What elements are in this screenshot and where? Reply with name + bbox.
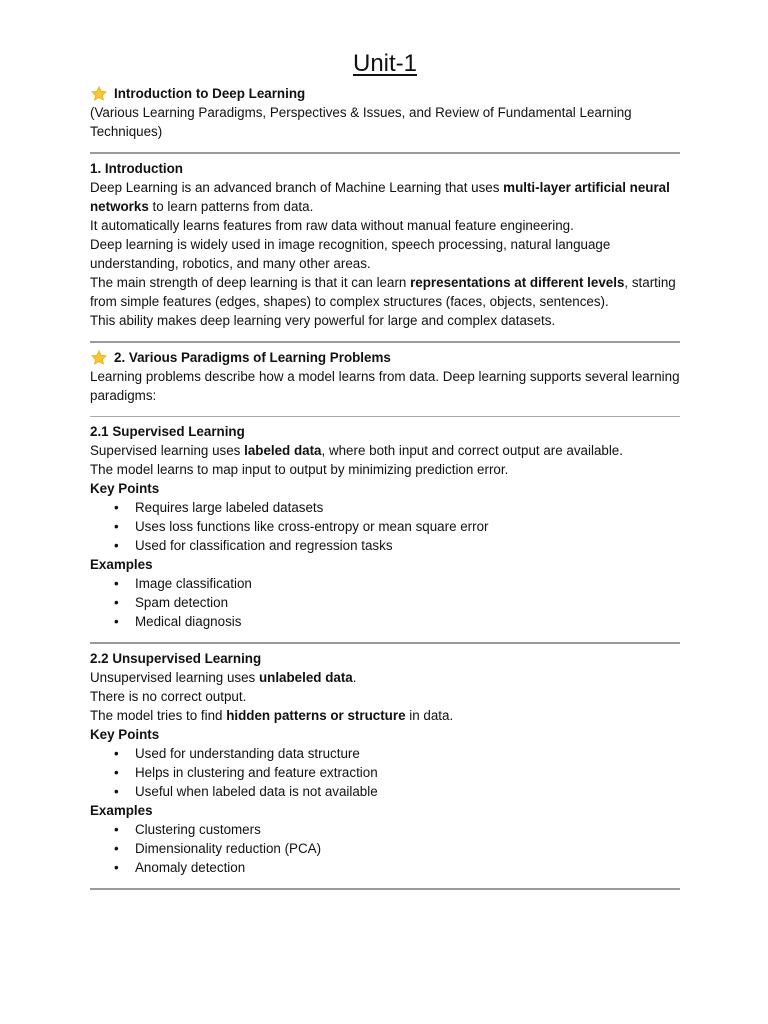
page-title: Unit-1 <box>352 50 418 77</box>
text-span: to learn patterns from data. <box>148 199 314 214</box>
list-item: • Useful when labeled data is not available <box>135 782 680 801</box>
list-item: • Dimensionality reduction (PCA) <box>135 839 680 858</box>
section-1-paragraph-2: It automatically learns features from raw data without manual feature engineering. <box>90 218 574 233</box>
list-item: • Image classification <box>135 574 680 593</box>
examples-list <box>90 574 680 631</box>
bold-text: unlabeled data <box>258 670 353 685</box>
key-points-list <box>90 744 680 801</box>
bold-text: hidden patterns or structure <box>226 708 406 723</box>
star-icon <box>90 85 108 103</box>
list-item: • Clustering customers <box>135 820 680 839</box>
section-1-paragraph-1 <box>90 178 680 216</box>
list-item: • Used for understanding data structure <box>135 744 680 763</box>
key-points-list <box>90 498 680 555</box>
text-span: The main strength of deep learning is that it can learn <box>90 275 411 290</box>
bold-text: multi-layer artificial neural networks <box>90 180 670 214</box>
text-span: , where both input and correct output are available. <box>321 443 623 458</box>
divider <box>90 888 680 890</box>
section-2-2-paragraph-1 <box>90 668 680 687</box>
list-item: • Used for classification and regression tasks <box>135 536 680 555</box>
section-2-heading-text: 2. Various Paradigms of Learning Problems <box>114 350 391 365</box>
section-1-paragraph-3: Deep learning is widely used in image recognition, speech processing, natural language understanding, robotics, and many other areas. <box>90 237 611 271</box>
section-2-1-heading: 2.1 Supervised Learning <box>90 424 245 439</box>
list-item: • Anomaly detection <box>135 858 680 877</box>
text-span: Supervised learning uses <box>90 443 245 458</box>
list-item: • Helps in clustering and feature extraction <box>135 763 680 782</box>
text-span: Unsupervised learning uses <box>90 670 259 685</box>
key-points-label: Key Points <box>90 481 160 496</box>
text-span: . <box>352 670 357 685</box>
section-2-heading <box>90 348 680 367</box>
list-item: • Medical diagnosis <box>135 612 680 631</box>
section-1-paragraph-5: This ability makes deep learning very powerful for large and complex datasets. <box>90 313 556 328</box>
key-points-label: Key Points <box>90 727 160 742</box>
section-1-paragraph-4 <box>90 273 680 311</box>
section-2-1-paragraph-2: The model learns to map input to output by minimizing prediction error. <box>90 462 509 477</box>
section-2-2-paragraph-2: There is no correct output. <box>90 689 247 704</box>
intro-heading-text: Introduction to Deep Learning <box>114 86 306 101</box>
list-item: • Requires large labeled datasets <box>135 498 680 517</box>
section-2-2-heading: 2.2 Unsupervised Learning <box>90 651 262 666</box>
examples-label: Examples <box>90 557 153 572</box>
section-2-1-paragraph-1 <box>90 441 680 460</box>
star-icon <box>90 349 108 367</box>
bold-text: labeled data <box>244 443 322 458</box>
section-2-paragraph-1: Learning problems describe how a model learns from data. Deep learning supports several learning paradigms: <box>90 369 680 403</box>
intro-subtitle: (Various Learning Paradigms, Perspectives & Issues, and Review of Fundamental Learning Techniques) <box>90 105 632 139</box>
text-span: , starting from simple features (edges, shapes) to complex structures (faces, objects, sentences). <box>90 275 676 309</box>
text-span: Deep Learning is an advanced branch of Machine Learning that uses <box>90 180 504 195</box>
divider <box>90 642 680 644</box>
list-item: • Spam detection <box>135 593 680 612</box>
intro-heading <box>90 84 680 103</box>
list-item: • Uses loss functions like cross-entropy or mean square error <box>135 517 680 536</box>
divider <box>90 341 680 343</box>
divider <box>90 416 680 417</box>
text-span: in data. <box>405 708 454 723</box>
divider <box>90 152 680 154</box>
examples-list <box>90 820 680 877</box>
section-2-2-paragraph-3 <box>90 706 680 725</box>
bold-text: representations at different levels <box>410 275 625 290</box>
text-span: The model tries to find <box>90 708 227 723</box>
section-1-heading: 1. Introduction <box>90 161 183 176</box>
examples-label: Examples <box>90 803 153 818</box>
document-page <box>90 48 680 895</box>
